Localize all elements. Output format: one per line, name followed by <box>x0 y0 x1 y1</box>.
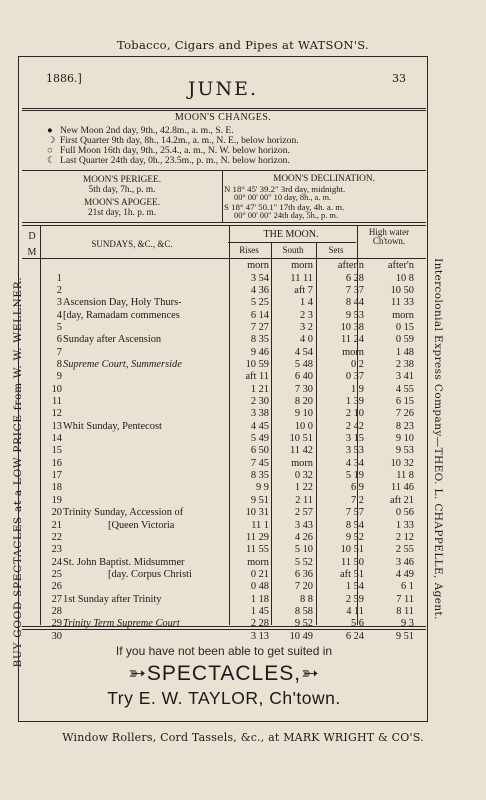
col-header-moon: THE MOON. <box>263 229 319 240</box>
last-quarter-icon: ☾ <box>47 155 56 166</box>
high-water-cell: 1 48 <box>395 346 414 358</box>
high-water-cell: 3 41 <box>395 371 414 383</box>
sets-cell: 1 54 <box>345 581 364 593</box>
south-cell: 2 3 <box>300 309 313 321</box>
rises-cell: aft 11 <box>245 371 269 383</box>
perigee-title: MOON'S PERIGEE. <box>82 175 162 185</box>
rises-cell: morn <box>247 556 269 568</box>
south-cell: 10 51 <box>289 433 313 445</box>
high-water-cell: 1 33 <box>395 519 414 531</box>
south-cell: 5 48 <box>294 358 313 370</box>
day-cell: 4 <box>56 309 62 321</box>
rises-cell: 3 38 <box>250 408 269 420</box>
rises-cell: 5 49 <box>250 433 269 445</box>
sets-cell: 10 38 <box>340 321 364 333</box>
south-cell: 2 11 <box>295 494 313 506</box>
divider <box>22 626 426 627</box>
south-cell: 10 0 <box>294 420 313 432</box>
divider <box>22 222 426 223</box>
rises-cell: 11 1 <box>251 519 269 531</box>
declination-line: 00° 00' 00" 24th day, 5h., p. m. <box>234 211 339 220</box>
day-cell: 24 <box>51 556 62 568</box>
south-cell: 0 32 <box>294 470 313 482</box>
declination-line: 00° 00' 00" 10 day, 8h., a. m. <box>234 193 332 202</box>
high-water-cell: 9 10 <box>395 433 414 445</box>
day-cell: 7 <box>56 346 62 358</box>
high-water-cell: 9 3 <box>401 618 414 630</box>
south-cell: 9 52 <box>294 618 313 630</box>
table-row <box>22 594 426 606</box>
day-cell: 20 <box>51 507 62 519</box>
rises-cell: 8 35 <box>250 470 269 482</box>
sets-cell: 10 51 <box>340 544 364 556</box>
south-cell: 7 20 <box>294 581 313 593</box>
moon-changes-title: MOON'S CHANGES. <box>174 112 272 123</box>
sets-cell: 0 2 <box>351 358 364 370</box>
south-cell: 7 30 <box>294 383 313 395</box>
table-row <box>22 495 426 507</box>
rises-cell: 7 45 <box>250 457 269 469</box>
event-cell: Trinity Sunday, Accession of <box>63 507 184 519</box>
high-water-cell: 2 55 <box>395 544 414 556</box>
perigee-text: 5th day, 7h., p. m. <box>88 185 156 195</box>
divider <box>22 110 426 111</box>
page-number: 33 <box>392 72 406 85</box>
event-cell: Ascension Day, Holy Thurs- <box>63 297 182 309</box>
month-title: JUNE. <box>187 78 259 100</box>
day-cell: 6 <box>56 334 62 346</box>
rises-cell: 2 28 <box>250 618 269 630</box>
declination-title: MOON'S DECLINATION. <box>273 174 375 184</box>
day-cell: 26 <box>51 581 62 593</box>
day-cell: 10 <box>51 383 62 395</box>
rises-cell: 7 27 <box>250 321 269 333</box>
table-row <box>22 421 426 433</box>
rises-cell: 9 51 <box>250 494 269 506</box>
south-cell: 4 0 <box>300 334 313 346</box>
high-water-cell: 0 59 <box>395 334 414 346</box>
event-cell: 1st Sunday after Trinity <box>63 593 162 605</box>
rises-cell: 11 29 <box>246 531 269 543</box>
rises-cell: 11 55 <box>246 544 269 556</box>
south-cell: 5 52 <box>294 556 313 568</box>
rises-cell: 9 46 <box>250 346 269 358</box>
sets-cell: 4 34 <box>345 457 364 469</box>
south-cell: aft 7 <box>294 284 313 296</box>
high-water-cell: 9 53 <box>395 445 414 457</box>
event-cell: Supreme Court, Summerside <box>63 358 182 370</box>
divider <box>22 225 426 226</box>
day-cell: 11 <box>51 396 62 407</box>
table-row <box>22 445 426 457</box>
col-header-high-water: High water Ch'town. <box>368 227 410 246</box>
table-row <box>22 334 426 346</box>
high-water-cell: 10 32 <box>390 457 414 469</box>
sets-cell: 3 15 <box>345 433 364 445</box>
high-water-cell: 7 11 <box>396 593 414 605</box>
divider <box>228 242 356 243</box>
sets-cell: morn <box>342 346 364 358</box>
rises-cell: 1 45 <box>250 605 269 617</box>
table-row <box>22 581 426 593</box>
top-advertisement: Tobacco, Cigars and Pipes at WATSON'S. <box>117 38 369 52</box>
table-row <box>22 482 426 494</box>
phase-new-moon: ● New Moon 2nd day, 9th., 42.8m., a. m., S. E. <box>47 125 234 136</box>
table-row <box>22 285 426 297</box>
event-cell: St. John Baptist. Midsummer <box>63 556 185 568</box>
day-cell: 14 <box>51 433 62 445</box>
south-cell: 3 2 <box>300 321 313 333</box>
divider <box>22 629 426 630</box>
rises-cell: 3 13 <box>250 630 269 642</box>
high-water-cell: morn <box>392 309 414 321</box>
col-header-sets: Sets <box>328 245 344 255</box>
sets-cell: 2 42 <box>345 420 364 432</box>
sets-cell: 0 37 <box>345 371 364 383</box>
declination-line: S 18° 47' 50.1" 17th day, 4h. a. m. <box>224 202 345 212</box>
day-cell: 5 <box>56 321 62 333</box>
declination-line: N 18° 45' 39.2" 3rd day, midnight. <box>224 184 346 194</box>
rises-cell: 10 59 <box>245 358 269 370</box>
sets-cell: 1 39 <box>345 396 364 407</box>
high-water-cell: 2 12 <box>395 531 414 543</box>
high-water-cell: 2 38 <box>395 358 414 370</box>
table-row <box>22 569 426 581</box>
south-cell: 8 20 <box>294 396 313 407</box>
sets-cell: 11 50 <box>341 556 364 568</box>
sets-cell: 9 53 <box>345 309 364 321</box>
rises-cell: 5 25 <box>250 297 269 309</box>
south-cell: 2 57 <box>294 507 313 519</box>
south-cell: 8 58 <box>294 605 313 617</box>
sets-cell: 6 9 <box>351 482 364 494</box>
high-water-cell: 4 55 <box>395 383 414 395</box>
promo-spectacles: ➳SPECTACLES,➳ <box>128 662 320 685</box>
high-water-cell: 7 26 <box>395 408 414 420</box>
sets-cell: 7 57 <box>345 507 364 519</box>
day-cell: 12 <box>51 408 62 420</box>
south-cell: 1 4 <box>300 297 313 309</box>
day-cell: 3 <box>56 297 62 309</box>
right-side-advertisement: Intercolonial Express Company—THEO. L. CHAPPELLE, Agent. <box>432 258 444 620</box>
table-row <box>22 384 426 396</box>
day-cell: 29 <box>51 618 62 630</box>
south-cell: 11 42 <box>290 445 313 457</box>
day-cell: 15 <box>51 445 62 457</box>
south-cell: 10 49 <box>289 630 313 642</box>
table-row <box>22 273 426 285</box>
sets-cell: 5 19 <box>345 470 364 482</box>
sets-cell: 11 24 <box>341 334 364 346</box>
sets-cell: 8 44 <box>345 297 364 309</box>
sets-cell: 6 28 <box>345 272 364 284</box>
phase-first-quarter: ☽ First Quarter 9th day, 8h., 14.2m., a. m., N. E., below horizon. <box>47 135 299 146</box>
table-row <box>22 347 426 359</box>
sets-cell: 3 53 <box>345 445 364 457</box>
high-water-cell: 10 8 <box>395 272 414 284</box>
rises-cell: 1 18 <box>250 593 269 605</box>
event-cell: Whit Sunday, Pentecost <box>63 420 162 432</box>
south-cell: 4 26 <box>294 531 313 543</box>
high-water-cell: aft 21 <box>390 494 414 506</box>
high-water-cell: 11 33 <box>391 297 414 309</box>
day-cell: 30 <box>51 630 62 642</box>
south-cell: morn <box>291 457 313 469</box>
col-header-south: South <box>282 245 304 255</box>
high-water-cell: 4 49 <box>395 568 414 580</box>
event-cell: [Queen Victoria <box>108 519 175 531</box>
table-row <box>22 310 426 322</box>
table-row <box>22 532 426 544</box>
south-cell: 8 8 <box>300 593 313 605</box>
table-row <box>22 470 426 482</box>
divider <box>22 108 426 109</box>
table-row <box>22 297 426 309</box>
day-cell: 22 <box>51 531 62 543</box>
sets-cell: aft 51 <box>340 568 364 580</box>
south-cell: 11 11 <box>290 272 313 284</box>
sets-cell: 1 9 <box>351 383 364 395</box>
high-water-cell: 6 15 <box>395 396 414 407</box>
phase-full-moon: ○ Full Moon 16th day, 9th., 25.4., a. m., N. W. below horizon. <box>47 145 290 156</box>
rises-cell: 6 14 <box>250 309 269 321</box>
promo-taylor: Try E. W. TAYLOR, Ch'town. <box>107 688 341 708</box>
units-row: morn morn after'n after'n <box>247 260 414 271</box>
col-header-events: SUNDAYS, &C., &C. <box>91 239 173 249</box>
sets-cell: 6 24 <box>345 630 364 642</box>
south-cell: 5 10 <box>294 544 313 556</box>
day-cell: 16 <box>51 457 62 469</box>
high-water-cell: 9 51 <box>395 630 414 642</box>
left-side-advertisement: BUY GOOD SPECTACLES at a LOW PRICE from W. W. WELLNER. <box>12 276 24 668</box>
promo-line-1: If you have not been able to get suited in <box>115 644 333 658</box>
rises-cell: 4 45 <box>250 420 269 432</box>
day-cell: 2 <box>56 284 62 296</box>
table-row <box>22 359 426 371</box>
col-header-m: M <box>27 247 37 258</box>
south-cell: 6 36 <box>294 568 313 580</box>
table-row <box>22 606 426 618</box>
sets-cell: 2 10 <box>345 408 364 420</box>
rises-cell: 9 9 <box>256 482 269 494</box>
sets-cell: 5 6 <box>351 618 364 630</box>
table-row <box>22 557 426 569</box>
rises-cell: 0 48 <box>250 581 269 593</box>
table-row <box>22 507 426 519</box>
day-cell: 23 <box>51 544 62 556</box>
day-cell: 28 <box>51 605 62 617</box>
apogee-text: 21st day, 1h. p. m. <box>87 208 157 218</box>
sets-cell: 2 59 <box>345 593 364 605</box>
high-water-cell: 8 11 <box>396 605 414 617</box>
year-label: 1886.] <box>46 72 82 85</box>
full-moon-icon: ○ <box>47 145 53 156</box>
sets-cell: 7 37 <box>345 284 364 296</box>
high-water-cell: 10 50 <box>390 284 414 296</box>
table-row <box>22 371 426 383</box>
sets-cell: 7 2 <box>351 494 364 506</box>
bottom-advertisement: Window Rollers, Cord Tassels, &c., at MARK WRIGHT & CO'S. <box>62 731 424 744</box>
table-row <box>22 433 426 445</box>
rises-cell: 3 54 <box>250 272 269 284</box>
first-quarter-icon: ☽ <box>47 135 56 146</box>
divider <box>22 170 426 171</box>
day-cell: 18 <box>51 482 62 494</box>
table-row <box>22 396 426 408</box>
high-water-cell: 3 46 <box>395 556 414 568</box>
new-moon-icon: ● <box>47 125 53 136</box>
day-cell: 21 <box>51 519 62 531</box>
event-cell: Trinity Term Supreme Court <box>63 618 180 630</box>
rises-cell: 1 21 <box>250 383 269 395</box>
sets-cell: 9 52 <box>345 531 364 543</box>
event-cell: [day, Ramadam commences <box>63 309 180 321</box>
rises-cell: 6 50 <box>250 445 269 457</box>
sets-cell: 8 54 <box>345 519 364 531</box>
rises-cell: 10 31 <box>245 507 269 519</box>
south-cell: 4 54 <box>294 346 313 358</box>
table-row <box>22 408 426 420</box>
phase-last-quarter: ☾ Last Quarter 24th day, 0h., 23.5m., p. m., N. below horizon. <box>47 155 290 166</box>
event-cell: [day. Corpus Christi <box>108 568 192 580</box>
high-water-cell: 11 8 <box>396 470 414 482</box>
event-cell: Sunday after Ascension <box>63 334 162 346</box>
rises-cell: 2 30 <box>250 396 269 407</box>
day-cell: 9 <box>56 371 62 383</box>
table-row <box>22 322 426 334</box>
high-water-cell: 8 23 <box>395 420 414 432</box>
col-header-d: D <box>28 231 36 242</box>
high-water-cell: 6 1 <box>401 581 414 593</box>
table-row <box>22 631 426 643</box>
table-row <box>22 544 426 556</box>
high-water-cell: 0 15 <box>395 321 414 333</box>
rises-cell: 8 35 <box>250 334 269 346</box>
day-cell: 13 <box>51 420 62 432</box>
col-header-rises: Rises <box>239 245 259 255</box>
south-cell: 6 40 <box>294 371 313 383</box>
table-row <box>22 520 426 532</box>
sets-cell: 4 11 <box>346 605 364 617</box>
table-row <box>22 458 426 470</box>
day-cell: 25 <box>51 568 62 580</box>
divider <box>22 258 426 259</box>
day-cell: 27 <box>51 593 62 605</box>
day-cell: 17 <box>51 470 62 482</box>
day-cell: 8 <box>56 358 62 370</box>
south-cell: 9 10 <box>294 408 313 420</box>
high-water-cell: 0 56 <box>395 507 414 519</box>
day-cell: 1 <box>56 272 62 284</box>
apogee-title: MOON'S APOGEE. <box>83 198 161 208</box>
rises-cell: 0 21 <box>250 568 269 580</box>
south-cell: 3 43 <box>294 519 313 531</box>
day-cell: 19 <box>51 494 62 506</box>
south-cell: 1 22 <box>294 482 313 494</box>
rises-cell: 4 36 <box>250 284 269 296</box>
high-water-cell: 11 46 <box>391 482 414 494</box>
